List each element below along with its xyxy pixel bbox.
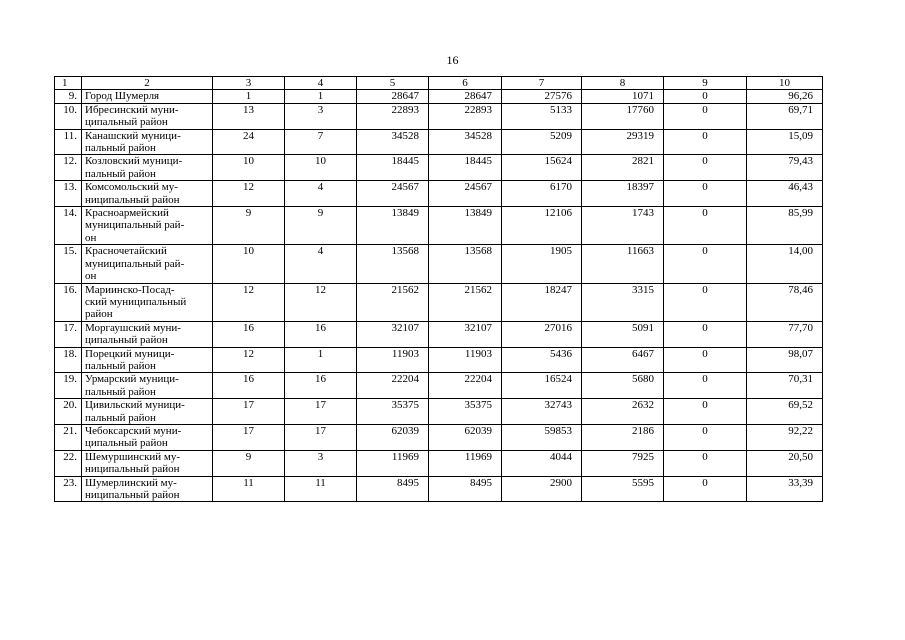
district-name — [82, 90, 213, 103]
district-name-line: Козловский муници- — [85, 155, 183, 168]
district-name-line: ниципальный район — [85, 489, 180, 501]
value-col-3: 16 — [213, 373, 285, 399]
district-name-line: Красночетайский — [85, 245, 167, 258]
district-name-line: ниципальный район — [85, 463, 180, 476]
value-col-4: 3 — [285, 450, 357, 476]
value-col-5: 22204 — [357, 373, 429, 399]
value-col-9: 0 — [664, 424, 747, 450]
row-number: 10. — [55, 103, 82, 129]
value-col-3: 9 — [213, 450, 285, 476]
value-col-5: 21562 — [357, 283, 429, 321]
value-col-10: 92,22 — [747, 424, 823, 450]
value-col-7: 15624 — [502, 155, 582, 181]
district-name-line: Моргаушский муни- — [85, 321, 181, 334]
value-col-3: 17 — [213, 399, 285, 425]
value-col-4: 17 — [285, 399, 357, 425]
district-name-line: пальный район — [85, 167, 156, 180]
value-col-8: 7925 — [582, 450, 664, 476]
value-col-7: 32743 — [502, 399, 582, 425]
value-col-10: 98,07 — [747, 347, 823, 373]
column-header: 7 — [502, 77, 582, 90]
value-col-5: 32107 — [357, 321, 429, 347]
value-col-3: 13 — [213, 103, 285, 129]
value-col-9: 0 — [664, 321, 747, 347]
column-header: 6 — [429, 77, 502, 90]
district-name — [82, 283, 213, 321]
value-col-8: 6467 — [582, 347, 664, 373]
value-col-8: 2821 — [582, 155, 664, 181]
value-col-8: 1071 — [582, 90, 664, 103]
district-name — [82, 476, 213, 502]
row-number: 23. — [55, 476, 82, 502]
value-col-6: 18445 — [429, 155, 502, 181]
district-name — [82, 181, 213, 207]
value-col-8: 2186 — [582, 424, 664, 450]
row-number: 21. — [55, 424, 82, 450]
value-col-3: 10 — [213, 245, 285, 283]
value-col-7: 16524 — [502, 373, 582, 399]
value-col-6: 22893 — [429, 103, 502, 129]
value-col-5: 22893 — [357, 103, 429, 129]
page-number: 16 — [446, 53, 459, 67]
row-number: 20. — [55, 399, 82, 425]
value-col-7: 5209 — [502, 129, 582, 155]
district-name-line: Шумерлинский му- — [85, 476, 177, 489]
row-number: 17. — [55, 321, 82, 347]
value-col-10: 46,43 — [747, 181, 823, 207]
district-name-line: Порецкий муници- — [85, 347, 175, 360]
table-row — [55, 321, 823, 347]
value-col-6: 8495 — [429, 476, 502, 502]
value-col-4: 1 — [285, 90, 357, 103]
value-col-9: 0 — [664, 245, 747, 283]
value-col-9: 0 — [664, 90, 747, 103]
value-col-7: 2900 — [502, 476, 582, 502]
value-col-9: 0 — [664, 347, 747, 373]
district-name — [82, 373, 213, 399]
table-row — [55, 476, 823, 502]
value-col-5: 35375 — [357, 399, 429, 425]
value-col-5: 13568 — [357, 245, 429, 283]
value-col-7: 5436 — [502, 347, 582, 373]
row-number: 12. — [55, 155, 82, 181]
district-name-line: ский муниципальный — [85, 295, 187, 308]
value-col-8: 1743 — [582, 207, 664, 245]
value-col-3: 16 — [213, 321, 285, 347]
district-name-line: Цивильский муници- — [85, 399, 185, 412]
row-number: 16. — [55, 283, 82, 321]
district-name-line: ципальный район — [85, 437, 168, 450]
district-name — [82, 207, 213, 245]
value-col-3: 12 — [213, 347, 285, 373]
value-col-6: 22204 — [429, 373, 502, 399]
district-name — [82, 347, 213, 373]
district-name — [82, 155, 213, 181]
value-col-3: 24 — [213, 129, 285, 155]
district-name — [82, 245, 213, 283]
district-name — [82, 129, 213, 155]
column-header: 9 — [664, 77, 747, 90]
value-col-4: 4 — [285, 245, 357, 283]
district-name-line: он — [85, 270, 97, 283]
value-col-7: 4044 — [502, 450, 582, 476]
row-number: 15. — [55, 245, 82, 283]
table-row — [55, 245, 823, 283]
table-row — [55, 450, 823, 476]
row-number: 14. — [55, 207, 82, 245]
row-number: 19. — [55, 373, 82, 399]
value-col-5: 62039 — [357, 424, 429, 450]
value-col-3: 10 — [213, 155, 285, 181]
district-name — [82, 450, 213, 476]
row-number: 11. — [55, 129, 82, 155]
value-col-5: 13849 — [357, 207, 429, 245]
value-col-5: 11969 — [357, 450, 429, 476]
value-col-9: 0 — [664, 155, 747, 181]
value-col-10: 33,39 — [747, 476, 823, 502]
value-col-4: 7 — [285, 129, 357, 155]
district-name-line: Урмарский муници- — [85, 373, 179, 386]
row-number: 18. — [55, 347, 82, 373]
table-row — [55, 207, 823, 245]
value-col-9: 0 — [664, 207, 747, 245]
district-name-line: муниципальный рай- — [85, 219, 185, 232]
table-row — [55, 90, 823, 103]
value-col-4: 17 — [285, 424, 357, 450]
column-header: 2 — [82, 77, 213, 90]
value-col-4: 4 — [285, 181, 357, 207]
value-col-7: 27016 — [502, 321, 582, 347]
district-name-line: пальный район — [85, 359, 156, 372]
value-col-10: 20,50 — [747, 450, 823, 476]
value-col-6: 13568 — [429, 245, 502, 283]
value-col-7: 5133 — [502, 103, 582, 129]
district-name-line: пальный район — [85, 411, 156, 424]
value-col-6: 32107 — [429, 321, 502, 347]
value-col-5: 11903 — [357, 347, 429, 373]
value-col-8: 29319 — [582, 129, 664, 155]
value-col-8: 3315 — [582, 283, 664, 321]
column-header: 5 — [357, 77, 429, 90]
row-number: 13. — [55, 181, 82, 207]
table-row — [55, 347, 823, 373]
value-col-4: 11 — [285, 476, 357, 502]
value-col-9: 0 — [664, 373, 747, 399]
table-row — [55, 424, 823, 450]
value-col-6: 24567 — [429, 181, 502, 207]
table-row — [55, 155, 823, 181]
value-col-6: 62039 — [429, 424, 502, 450]
value-col-10: 14,00 — [747, 245, 823, 283]
value-col-10: 69,71 — [747, 103, 823, 129]
value-col-8: 18397 — [582, 181, 664, 207]
value-col-10: 85,99 — [747, 207, 823, 245]
district-name — [82, 399, 213, 425]
value-col-6: 11903 — [429, 347, 502, 373]
district-name — [82, 321, 213, 347]
value-col-9: 0 — [664, 181, 747, 207]
district-name-line: Красноармейский — [85, 207, 169, 220]
district-name-line: Ибресинский муни- — [85, 103, 179, 116]
municipal-data-table — [54, 76, 823, 502]
value-col-4: 1 — [285, 347, 357, 373]
value-col-7: 12106 — [502, 207, 582, 245]
column-header: 10 — [747, 77, 823, 90]
district-name-line: Шемуршинский му- — [85, 450, 181, 463]
value-col-9: 0 — [664, 129, 747, 155]
value-col-8: 2632 — [582, 399, 664, 425]
value-col-5: 8495 — [357, 476, 429, 502]
value-col-8: 11663 — [582, 245, 664, 283]
column-number-row — [55, 77, 823, 90]
value-col-6: 35375 — [429, 399, 502, 425]
value-col-3: 12 — [213, 181, 285, 207]
value-col-8: 5595 — [582, 476, 664, 502]
table-row — [55, 181, 823, 207]
value-col-7: 6170 — [502, 181, 582, 207]
value-col-4: 16 — [285, 373, 357, 399]
value-col-3: 17 — [213, 424, 285, 450]
district-name-line: пальный район — [85, 385, 156, 398]
value-col-4: 3 — [285, 103, 357, 129]
district-name — [82, 424, 213, 450]
district-name-line: ниципальный район — [85, 193, 180, 206]
value-col-10: 77,70 — [747, 321, 823, 347]
value-col-9: 0 — [664, 103, 747, 129]
value-col-7: 1905 — [502, 245, 582, 283]
value-col-8: 5091 — [582, 321, 664, 347]
district-name-line: пальный район — [85, 142, 156, 155]
district-name-line: Мариинско-Посад- — [85, 283, 175, 296]
value-col-4: 10 — [285, 155, 357, 181]
district-name-line: район — [85, 308, 113, 321]
table-row — [55, 129, 823, 155]
value-col-3: 9 — [213, 207, 285, 245]
value-col-10: 96,26 — [747, 90, 823, 103]
column-header: 1 — [55, 77, 82, 90]
value-col-5: 18445 — [357, 155, 429, 181]
value-col-9: 0 — [664, 476, 747, 502]
value-col-5: 24567 — [357, 181, 429, 207]
value-col-10: 15,09 — [747, 129, 823, 155]
value-col-9: 0 — [664, 450, 747, 476]
column-header: 8 — [582, 77, 664, 90]
district-name-line: Канашский муници- — [85, 129, 181, 142]
row-number: 9. — [55, 90, 82, 103]
table-row — [55, 373, 823, 399]
value-col-10: 79,43 — [747, 155, 823, 181]
value-col-4: 12 — [285, 283, 357, 321]
value-col-6: 28647 — [429, 90, 502, 103]
value-col-10: 78,46 — [747, 283, 823, 321]
value-col-3: 11 — [213, 476, 285, 502]
table-row — [55, 283, 823, 321]
value-col-8: 17760 — [582, 103, 664, 129]
value-col-8: 5680 — [582, 373, 664, 399]
value-col-6: 11969 — [429, 450, 502, 476]
district-name — [82, 103, 213, 129]
value-col-3: 1 — [213, 90, 285, 103]
column-header: 4 — [285, 77, 357, 90]
district-name-line: муниципальный рай- — [85, 257, 185, 270]
district-name-line: ципальный район — [85, 116, 168, 129]
value-col-6: 21562 — [429, 283, 502, 321]
value-col-10: 69,52 — [747, 399, 823, 425]
value-col-5: 28647 — [357, 90, 429, 103]
district-name-line: он — [85, 231, 97, 244]
district-name-line: Город Шумерля — [85, 90, 160, 103]
value-col-5: 34528 — [357, 129, 429, 155]
value-col-9: 0 — [664, 283, 747, 321]
table-row — [55, 103, 823, 129]
column-header: 3 — [213, 77, 285, 90]
district-name-line: Чебоксарский муни- — [85, 424, 182, 437]
district-name-line: ципальный район — [85, 334, 168, 347]
value-col-4: 9 — [285, 207, 357, 245]
value-col-4: 16 — [285, 321, 357, 347]
value-col-6: 13849 — [429, 207, 502, 245]
value-col-7: 59853 — [502, 424, 582, 450]
district-name-line: Комсомольский му- — [85, 181, 178, 194]
value-col-6: 34528 — [429, 129, 502, 155]
table-row — [55, 399, 823, 425]
value-col-10: 70,31 — [747, 373, 823, 399]
value-col-9: 0 — [664, 399, 747, 425]
value-col-7: 27576 — [502, 90, 582, 103]
value-col-3: 12 — [213, 283, 285, 321]
value-col-7: 18247 — [502, 283, 582, 321]
row-number: 22. — [55, 450, 82, 476]
